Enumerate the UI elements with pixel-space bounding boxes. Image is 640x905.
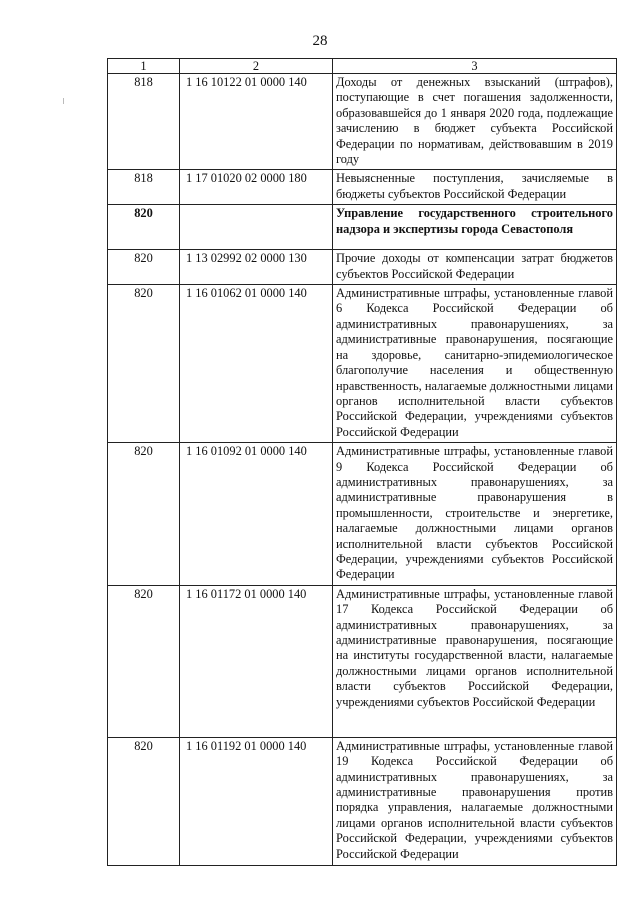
cell-admin-code: 818 — [108, 74, 180, 170]
table-row — [108, 443, 617, 586]
cell-income-name: Управление государственного строительного надзора и экспертизы города Севастополя — [333, 205, 617, 250]
budget-classification-table — [107, 58, 617, 866]
table-row — [108, 205, 617, 250]
header-col-3: 3 — [333, 59, 617, 74]
cell-budget-code — [180, 205, 333, 250]
cell-income-name: Невыясненные поступления, зачисляемые в бюджеты субъектов Российской Федерации — [333, 170, 617, 205]
cell-admin-code: 820 — [108, 443, 180, 586]
cell-budget-code: 1 13 02992 02 0000 130 — [180, 250, 333, 285]
margin-mark — [63, 98, 64, 104]
cell-admin-code: 820 — [108, 205, 180, 250]
header-col-1: 1 — [108, 59, 180, 74]
cell-budget-code: 1 16 01062 01 0000 140 — [180, 285, 333, 443]
cell-admin-code: 820 — [108, 250, 180, 285]
cell-income-name: Административные штрафы, установленные главой 17 Кодекса Российской Федерации об административных правонарушениях, за административные правонарушения, посягающие на институты государственной власти, налагаемые должностными лицами органов исполнительной власти субъектов Российской Федерации, учреждениями субъектов Российской Федерации — [333, 585, 617, 737]
table-row — [108, 170, 617, 205]
table-row — [108, 250, 617, 285]
cell-budget-code: 1 16 01172 01 0000 140 — [180, 585, 333, 737]
page-number: 28 — [312, 33, 328, 49]
cell-admin-code: 818 — [108, 170, 180, 205]
cell-income-name: Административные штрафы, установленные главой 19 Кодекса Российской Федерации об административных правонарушениях, за административные правонарушения против порядка управления, налагаемые должностными лицами органов исполнительной власти субъектов Российской Федерации, учреждениями субъектов Российской Федерации — [333, 737, 617, 865]
table-header-row — [108, 59, 617, 74]
cell-income-name: Административные штрафы, установленные главой 6 Кодекса Российской Федерации об административных правонарушениях, за административные правонарушения, посягающие на здоровье, санитарно-эпидемиологическое благополучие населения и общественную нравственность, налагаемые должностными лицами органов исполнительной власти субъектов Российской Федерации, учреждениями субъектов Российской Федерации — [333, 285, 617, 443]
table-row — [108, 74, 617, 170]
cell-income-name: Административные штрафы, установленные главой 9 Кодекса Российской Федерации об административных правонарушениях, за административные правонарушения в промышленности, строительстве и энергетике, налагаемые должностными лицами органов исполнительной власти субъектов Российской Федерации, учреждениями субъектов Российской Федерации — [333, 443, 617, 586]
header-col-2: 2 — [180, 59, 333, 74]
cell-income-name: Доходы от денежных взысканий (штрафов), поступающие в счет погашения задолженности, образовавшейся до 1 января 2020 года, подлежащие зачислению в бюджет субъекта Российской Федерации по нормативам, действовавшим в 2019 году — [333, 74, 617, 170]
cell-admin-code: 820 — [108, 285, 180, 443]
cell-admin-code: 820 — [108, 737, 180, 865]
table-body — [108, 74, 617, 866]
cell-budget-code: 1 16 01092 01 0000 140 — [180, 443, 333, 586]
cell-income-name: Прочие доходы от компенсации затрат бюджетов субъектов Российской Федерации — [333, 250, 617, 285]
cell-budget-code: 1 16 10122 01 0000 140 — [180, 74, 333, 170]
table-row — [108, 285, 617, 443]
cell-admin-code: 820 — [108, 585, 180, 737]
table-row — [108, 585, 617, 737]
cell-budget-code: 1 16 01192 01 0000 140 — [180, 737, 333, 865]
cell-budget-code: 1 17 01020 02 0000 180 — [180, 170, 333, 205]
table-row — [108, 737, 617, 865]
